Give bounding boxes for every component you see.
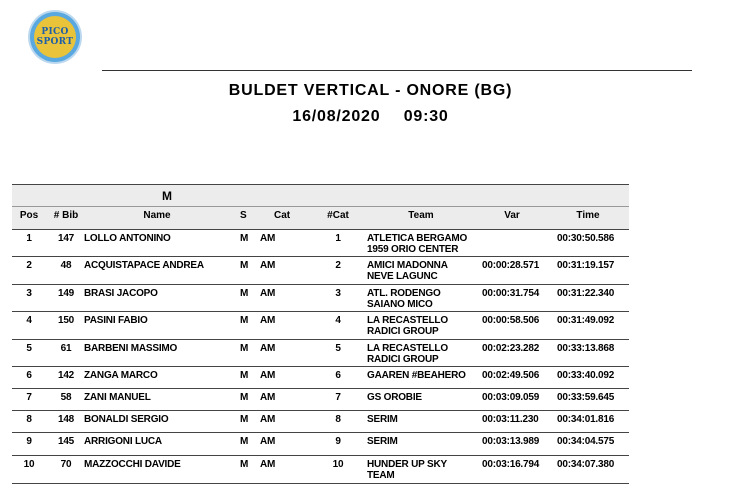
finish-time: 00:31:22.340 (557, 288, 615, 299)
result-position: 5 (26, 343, 32, 354)
team-name: LA RECASTELLO (367, 343, 448, 354)
finish-time: 00:31:49.092 (557, 315, 615, 326)
athlete-sex: M (240, 392, 249, 403)
col-cat-rank-header: #Cat (327, 210, 349, 221)
athlete-category: AM (260, 459, 276, 470)
team-name: LA RECASTELLO (367, 315, 448, 326)
athlete-name: BRASI JACOPO (84, 288, 158, 299)
athlete-category: AM (260, 260, 276, 271)
col-sex-header: S (240, 210, 247, 221)
col-var-header: Var (504, 210, 520, 221)
pico-sport-logo (30, 12, 80, 62)
finish-time: 00:31:19.157 (557, 260, 615, 271)
gap-time: 00:03:11.230 (482, 414, 539, 425)
team-name-cont: RADICI GROUP (367, 354, 439, 365)
team-name-cont: NEVE LAGUNC (367, 271, 438, 282)
gap-time: 00:03:16.794 (482, 459, 540, 470)
team-name-cont: SAIANO MICO (367, 299, 433, 310)
athlete-category: AM (260, 370, 276, 381)
gap-time: 00:00:31.754 (482, 288, 540, 299)
athlete-sex: M (240, 436, 249, 447)
athlete-category: AM (260, 414, 276, 425)
event-time: 09:30 (403, 108, 449, 125)
athlete-sex: M (240, 370, 249, 381)
table-row (12, 284, 629, 312)
athlete-name: ACQUISTAPACE ANDREA (84, 260, 204, 271)
team-name: HUNDER UP SKY (367, 459, 448, 470)
athlete-sex: M (240, 343, 249, 354)
athlete-category: AM (260, 392, 276, 403)
team-name: SERIM (367, 414, 398, 425)
bib-number: 48 (60, 260, 72, 271)
category-rank: 3 (335, 288, 341, 299)
athlete-name: ZANGA MARCO (84, 370, 158, 381)
athlete-category: AM (260, 288, 276, 299)
table-row (12, 410, 629, 433)
athlete-sex: M (240, 459, 249, 470)
athlete-name: PASINI FABIO (84, 315, 148, 326)
result-position: 1 (26, 233, 32, 244)
finish-time: 00:34:07.380 (557, 459, 615, 470)
result-position: 4 (26, 315, 32, 326)
gap-time: 00:00:58.506 (482, 315, 540, 326)
team-name: ATLETICA BERGAMO (367, 233, 468, 244)
finish-time: 00:33:13.868 (557, 343, 615, 354)
finish-time: 00:34:01.816 (557, 414, 615, 425)
athlete-category: AM (260, 436, 276, 447)
team-name: GS OROBIE (367, 392, 422, 403)
result-position: 2 (26, 260, 32, 271)
bib-number: 142 (57, 370, 75, 381)
category-rank: 6 (335, 370, 341, 381)
athlete-category: AM (260, 343, 276, 354)
athlete-sex: M (240, 414, 249, 425)
finish-time: 00:33:40.092 (557, 370, 615, 381)
col-team-header: Team (408, 210, 434, 221)
category-rank: 4 (335, 315, 341, 326)
category-rank: 5 (335, 343, 341, 354)
team-name-cont: 1959 ORIO CENTER (367, 244, 459, 255)
gap-time: 00:00:28.571 (482, 260, 540, 271)
result-position: 6 (26, 370, 32, 381)
table-row (12, 432, 629, 456)
category-group-label: M (162, 189, 172, 203)
bib-number: 61 (60, 343, 72, 354)
category-rank: 7 (335, 392, 341, 403)
date-time-line (0, 108, 741, 126)
table-row (12, 256, 629, 285)
col-bib-header: # Bib (53, 210, 79, 221)
athlete-category: AM (260, 315, 276, 326)
team-name: GAAREN #BEAHERO (367, 370, 466, 381)
gap-time: 00:02:49.506 (482, 370, 540, 381)
result-position: 7 (26, 392, 32, 403)
table-row (12, 229, 629, 257)
gap-time: 00:03:09.059 (482, 392, 540, 403)
athlete-category: AM (260, 233, 276, 244)
header-divider (102, 70, 692, 71)
category-rank: 1 (335, 233, 341, 244)
bib-number: 147 (57, 233, 75, 244)
bib-number: 148 (57, 414, 75, 425)
category-rank: 8 (335, 414, 341, 425)
table-header (12, 206, 629, 230)
finish-time: 00:33:59.645 (557, 392, 615, 403)
category-rank: 9 (335, 436, 341, 447)
bib-number: 58 (60, 392, 72, 403)
gap-time: 00:03:13.989 (482, 436, 540, 447)
bib-number: 145 (57, 436, 75, 447)
page-title: BULDET VERTICAL - ONORE (BG) (228, 82, 513, 99)
col-pos-header: Pos (19, 210, 39, 221)
category-rank: 2 (335, 260, 341, 271)
table-row (12, 455, 629, 484)
athlete-name: BARBENI MASSIMO (84, 343, 178, 354)
team-name: ATL. RODENGO (367, 288, 441, 299)
col-cat-header: Cat (274, 210, 291, 221)
col-name-header: Name (143, 210, 171, 221)
table-row (12, 311, 629, 340)
result-position: 10 (23, 459, 35, 470)
team-name-cont: RADICI GROUP (367, 326, 439, 337)
col-time-header: Time (576, 210, 600, 221)
logo-text-line1: PICO (41, 27, 69, 37)
athlete-name: ARRIGONI LUCA (84, 436, 162, 447)
athlete-name: MAZZOCCHI DAVIDE (84, 459, 181, 470)
bib-number: 150 (57, 315, 75, 326)
finish-time: 00:34:04.575 (557, 436, 615, 447)
team-name: SERIM (367, 436, 398, 447)
bib-number: 149 (57, 288, 75, 299)
table-row (12, 339, 629, 367)
result-position: 9 (26, 436, 32, 447)
bib-number: 70 (60, 459, 72, 470)
gap-time: 00:02:23.282 (482, 343, 540, 354)
result-position: 8 (26, 414, 32, 425)
athlete-name: BONALDI SERGIO (84, 414, 169, 425)
category-group-header (12, 184, 629, 207)
athlete-sex: M (240, 288, 249, 299)
table-row (12, 366, 629, 389)
athlete-sex: M (240, 260, 249, 271)
athlete-sex: M (240, 315, 249, 326)
team-name: AMICI MADONNA (367, 260, 448, 271)
table-row (12, 388, 629, 411)
event-date: 16/08/2020 (292, 108, 381, 125)
athlete-name: ZANI MANUEL (84, 392, 151, 403)
category-rank: 10 (332, 459, 344, 470)
finish-time: 00:30:50.586 (557, 233, 615, 244)
result-position: 3 (26, 288, 32, 299)
logo-text-line2: SPORT (36, 37, 74, 47)
athlete-name: LOLLO ANTONINO (84, 233, 171, 244)
team-name-cont: TEAM (367, 470, 395, 481)
athlete-sex: M (240, 233, 249, 244)
